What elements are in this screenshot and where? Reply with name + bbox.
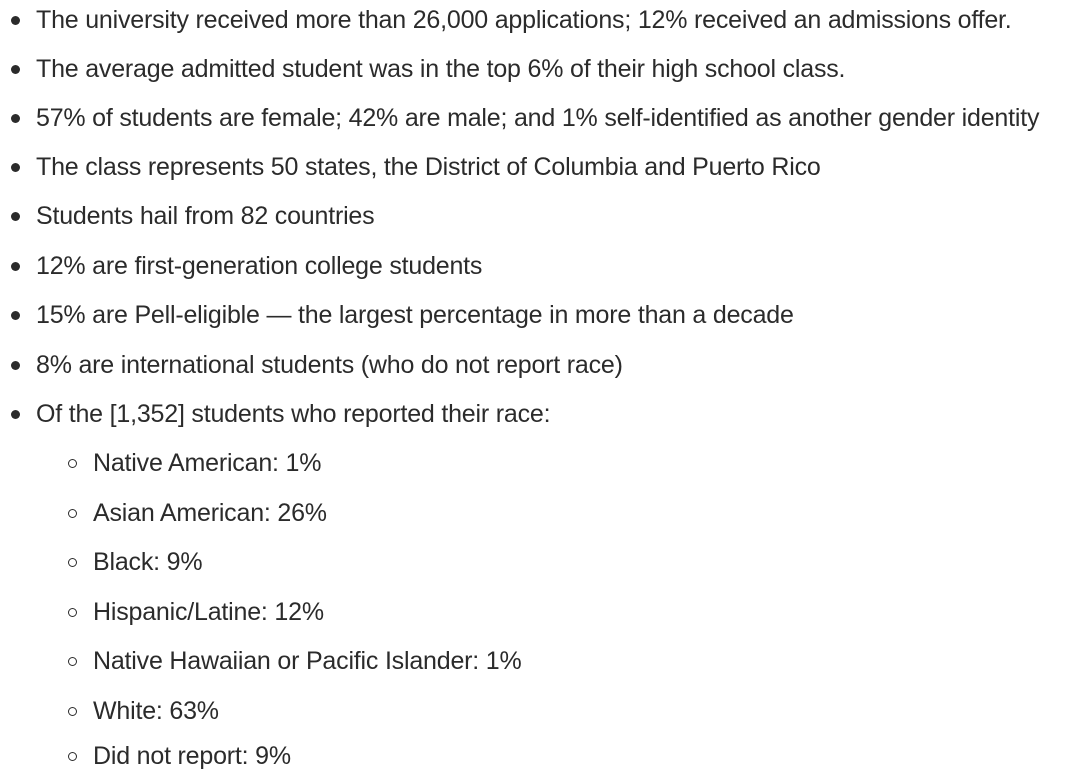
race-item-text: Native Hawaiian or Pacific Islander: 1% xyxy=(93,647,522,675)
bullet-circle-icon xyxy=(68,608,77,617)
bullet-dot-icon xyxy=(11,262,20,271)
list-item-text: Students hail from 82 countries xyxy=(36,202,375,230)
bullet-dot-icon xyxy=(11,212,20,221)
list-item-text: 57% of students are female; 42% are male; and 1% self-identified as another gender identity xyxy=(36,104,1040,132)
bullet-dot-icon xyxy=(11,361,20,370)
race-item-text: White: 63% xyxy=(93,697,219,725)
bullet-dot-icon xyxy=(11,163,20,172)
bullet-dot-icon xyxy=(11,410,20,419)
list-item-text: 12% are first-generation college students xyxy=(36,252,483,280)
list-item-text: The class represents 50 states, the District of Columbia and Puerto Rico xyxy=(36,153,821,181)
bullet-circle-icon xyxy=(68,558,77,567)
bullet-dot-icon xyxy=(11,65,20,74)
race-item-text: Black: 9% xyxy=(93,548,203,576)
bullet-circle-icon xyxy=(68,657,77,666)
list-item-text: Of the [1,352] students who reported their race: xyxy=(36,400,551,428)
list-item-text: 15% are Pell-eligible — the largest percentage in more than a decade xyxy=(36,301,794,329)
bullet-circle-icon xyxy=(68,459,77,468)
bullet-circle-icon xyxy=(68,509,77,518)
race-item-text: Native American: 1% xyxy=(93,449,322,477)
bullet-circle-icon xyxy=(68,752,77,761)
race-item-text: Asian American: 26% xyxy=(93,499,327,527)
bullet-circle-icon xyxy=(68,707,77,716)
list-item-text: The average admitted student was in the top 6% of their high school class. xyxy=(36,55,846,83)
race-item-text: Did not report: 9% xyxy=(93,742,291,770)
race-item-text: Hispanic/Latine: 12% xyxy=(93,598,324,626)
bullet-dot-icon xyxy=(11,16,20,25)
bullet-dot-icon xyxy=(11,311,20,320)
list-item-text: The university received more than 26,000 applications; 12% received an admissions offer. xyxy=(36,6,1012,34)
bullet-dot-icon xyxy=(11,114,20,123)
list-item-text: 8% are international students (who do not report race) xyxy=(36,351,623,379)
